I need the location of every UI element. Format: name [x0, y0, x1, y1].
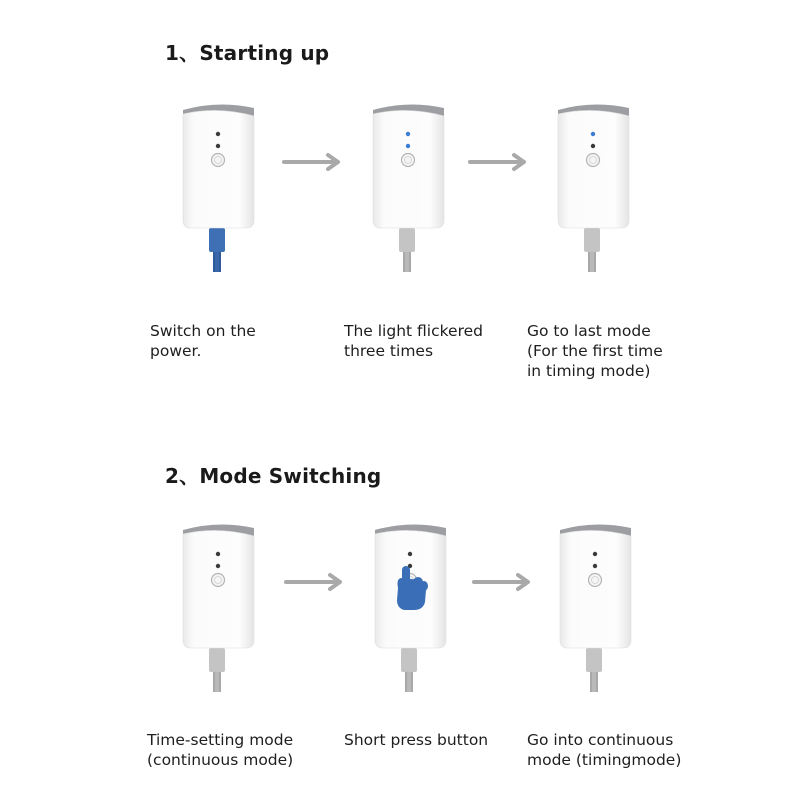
device-1-3 — [553, 100, 663, 300]
caption-2-1: Time-setting mode (continuous mode) — [147, 731, 294, 769]
device-1-1 — [178, 100, 288, 300]
caption-1-3: Go to last mode (For the first time in timing mode) — [527, 322, 663, 380]
device-2-2 — [370, 520, 480, 720]
caption-2-3: Go into continuous mode (timingmode) — [527, 731, 682, 769]
arrow-right-icon — [472, 572, 534, 592]
caption-1-1: Switch on the power. — [150, 322, 256, 360]
device-2-1 — [178, 520, 288, 720]
device-2-3 — [555, 520, 665, 720]
arrow-right-icon — [282, 152, 344, 172]
section-title-mode-switching: 2、Mode Switching — [165, 464, 382, 488]
arrow-right-icon — [468, 152, 530, 172]
section-title-starting-up: 1、Starting up — [165, 41, 330, 65]
device-1-2 — [368, 100, 478, 300]
arrow-right-icon — [284, 572, 346, 592]
caption-2-2: Short press button — [344, 731, 489, 749]
caption-1-2: The light flickered three times — [344, 322, 483, 360]
